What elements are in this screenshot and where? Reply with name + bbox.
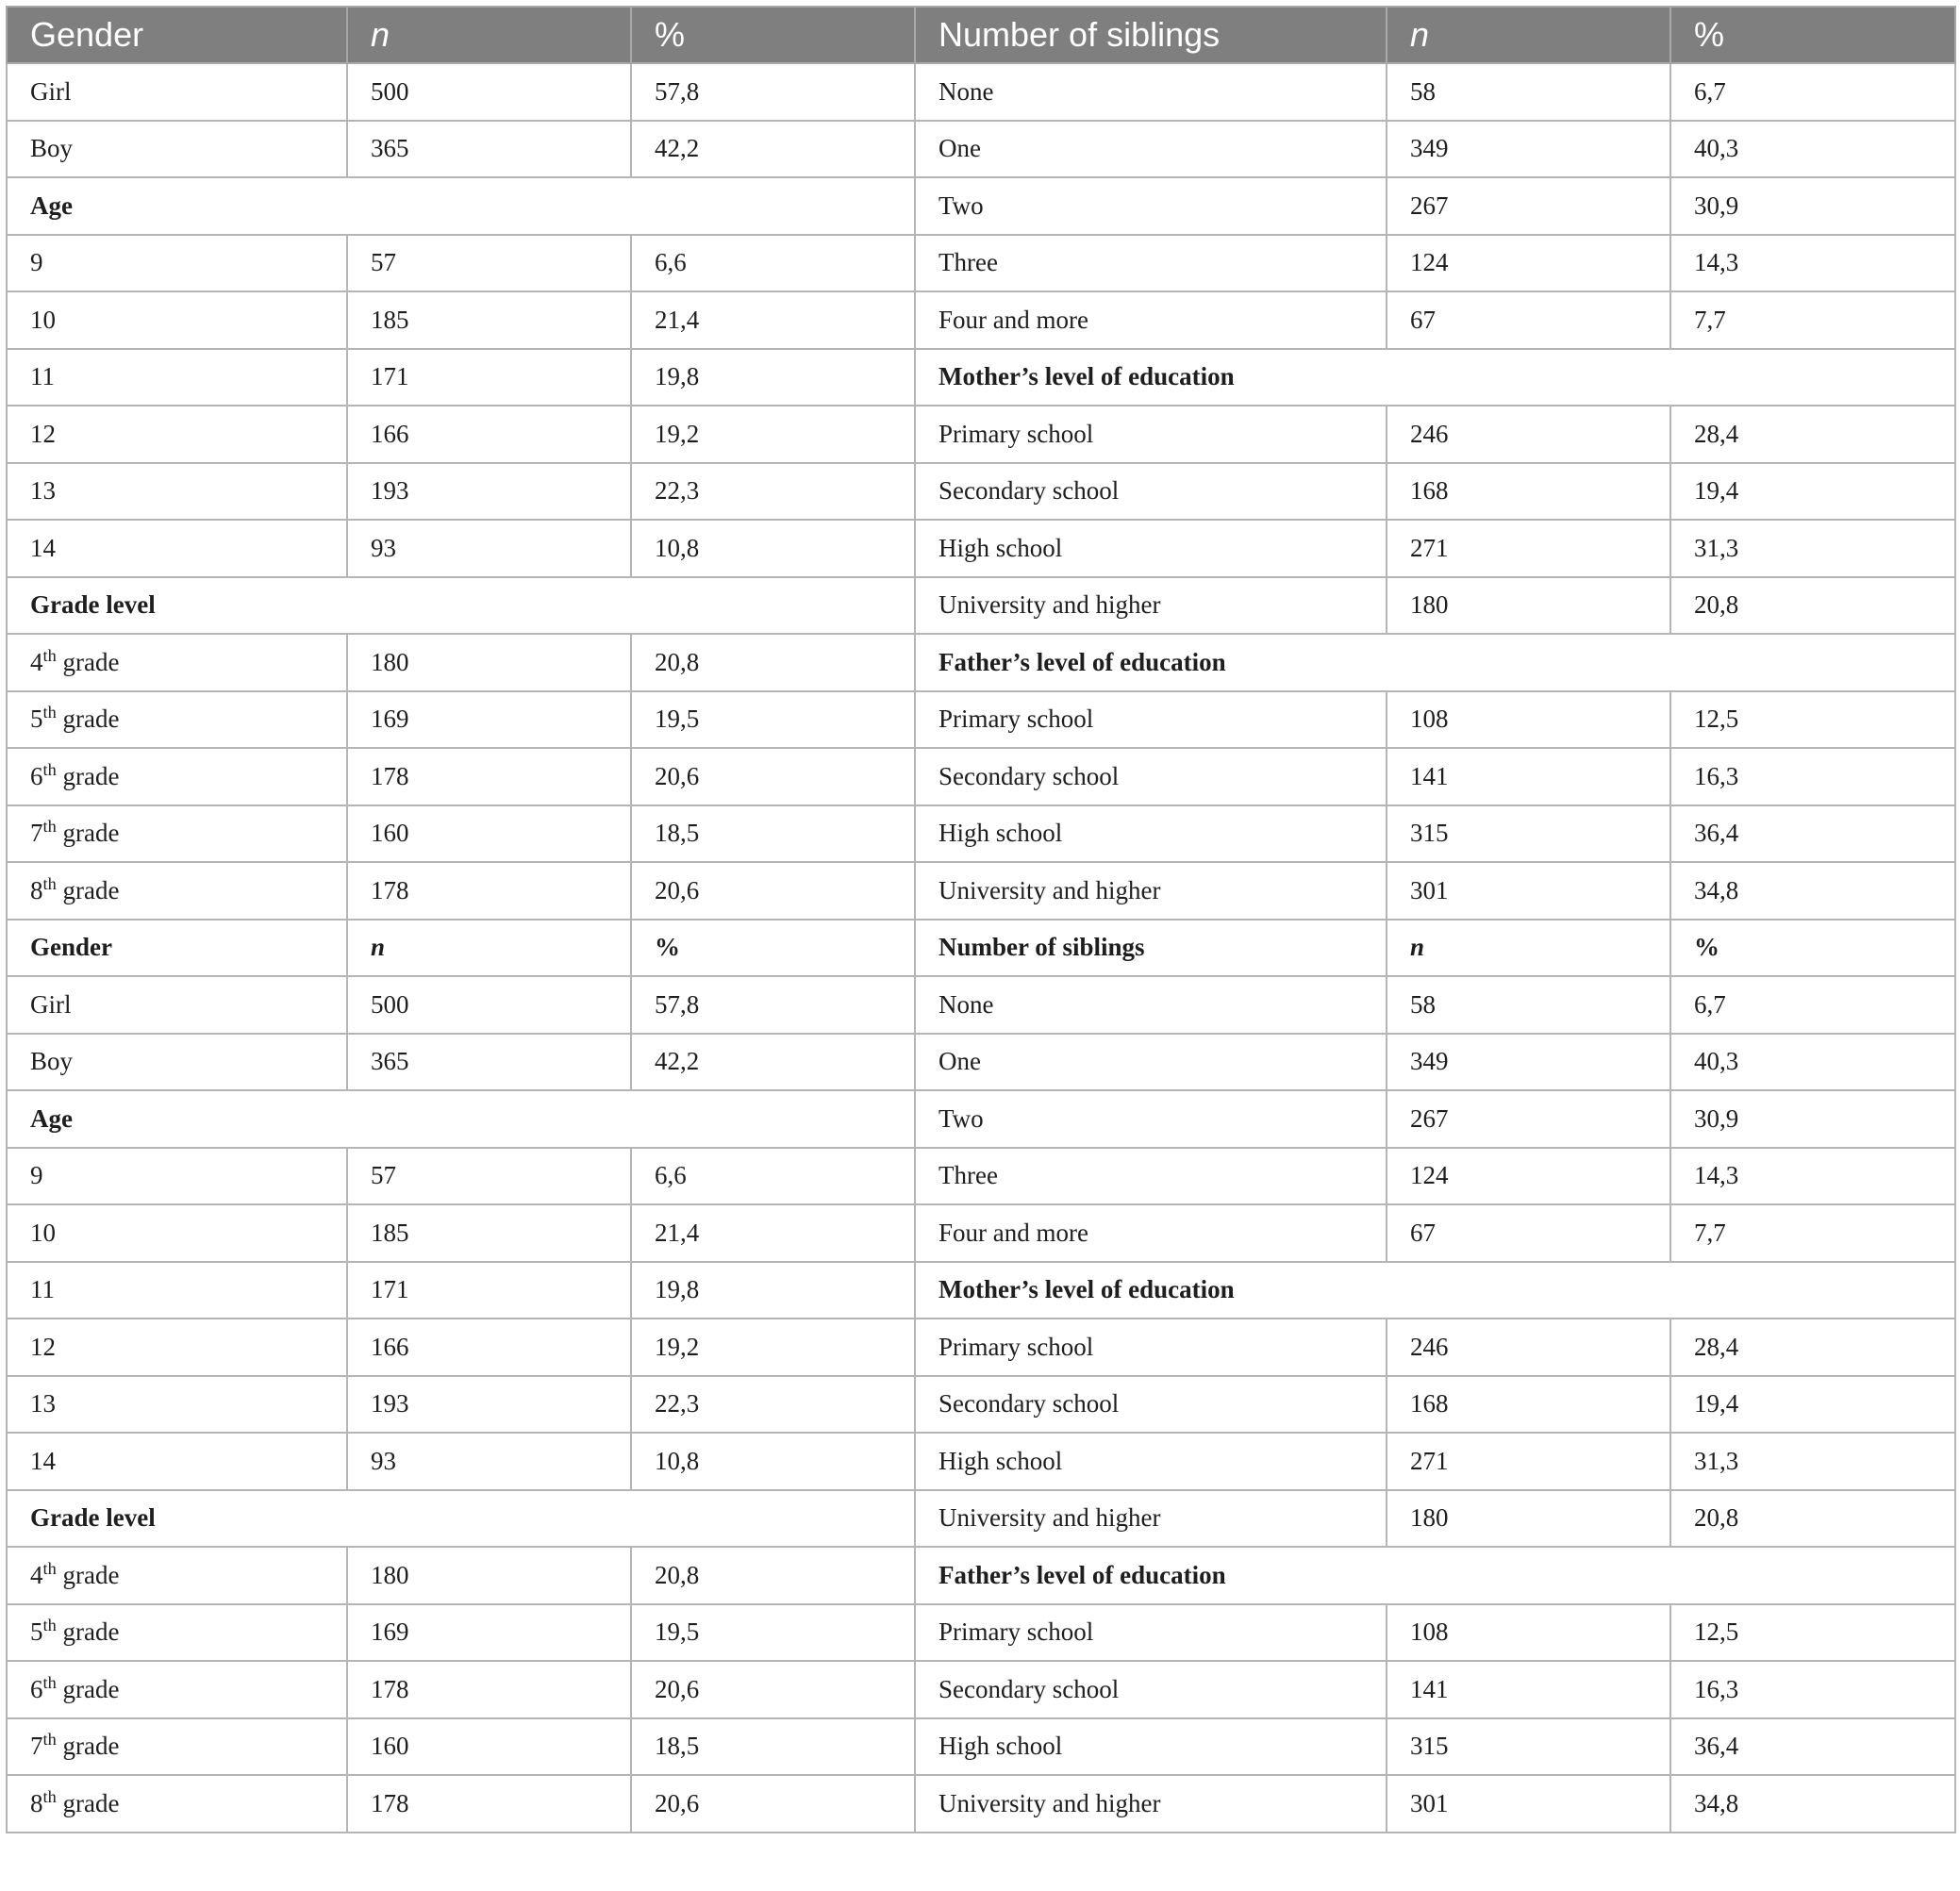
row-label-cell: Four and more	[915, 1204, 1387, 1262]
subheader-n: n	[1387, 920, 1670, 977]
row-label-cell: One	[915, 1034, 1387, 1091]
percent-cell: 7,7	[1670, 291, 1955, 349]
count-cell: 108	[1387, 1604, 1670, 1662]
row-label-cell: 11	[7, 349, 347, 406]
percent-cell: 19,8	[631, 349, 915, 406]
count-cell: 160	[347, 1718, 631, 1776]
grade-word: grade	[56, 705, 120, 734]
row-label-cell: Two	[915, 1090, 1387, 1148]
count-cell: 365	[347, 121, 631, 178]
percent-cell: 30,9	[1670, 177, 1955, 235]
percent-cell: 19,4	[1670, 463, 1955, 521]
row-label-cell: High school	[915, 1718, 1387, 1776]
percent-cell: 28,4	[1670, 406, 1955, 463]
row-label-cell: 13	[7, 463, 347, 521]
row-label-cell: University and higher	[915, 577, 1387, 635]
row-label-cell: 11	[7, 1262, 347, 1319]
table-row	[7, 748, 1955, 805]
subheader-percent: %	[631, 920, 915, 977]
table-row	[7, 1204, 1955, 1262]
count-cell: 93	[347, 520, 631, 577]
row-label-cell: Girl	[7, 63, 347, 121]
percent-cell: 22,3	[631, 463, 915, 521]
header-n: n	[347, 7, 631, 63]
ordinal-suffix: th	[42, 817, 57, 837]
count-cell: 57	[347, 235, 631, 292]
grade-number: 8	[30, 875, 43, 904]
count-cell: 124	[1387, 235, 1670, 292]
grade-number: 5	[30, 1617, 43, 1647]
row-label-cell: Four and more	[915, 291, 1387, 349]
row-label-cell: Boy	[7, 1034, 347, 1091]
count-cell: 301	[1387, 1775, 1670, 1833]
count-cell: 141	[1387, 1661, 1670, 1718]
subheader-number-of-siblings: Number of siblings	[915, 920, 1387, 977]
grade-label-cell	[7, 748, 347, 805]
percent-cell: 6,7	[1670, 63, 1955, 121]
row-label-cell: University and higher	[915, 1490, 1387, 1548]
count-cell: 185	[347, 1204, 631, 1262]
header-percent: %	[631, 7, 915, 63]
grade-word: grade	[56, 1674, 120, 1703]
ordinal-suffix: th	[42, 759, 57, 779]
header-percent: %	[1670, 7, 1955, 63]
count-cell: 193	[347, 463, 631, 521]
percent-cell: 12,5	[1670, 691, 1955, 749]
count-cell: 57	[347, 1148, 631, 1205]
count-cell: 169	[347, 691, 631, 749]
ordinal-suffix: th	[42, 1616, 57, 1635]
row-label-cell: One	[915, 121, 1387, 178]
grade-label-cell	[7, 1547, 347, 1604]
count-cell: 168	[1387, 463, 1670, 521]
count-cell: 67	[1387, 1204, 1670, 1262]
table-row	[7, 63, 1955, 121]
table-row	[7, 1262, 1955, 1319]
table-row	[7, 1604, 1955, 1662]
count-cell: 246	[1387, 406, 1670, 463]
count-cell: 185	[347, 291, 631, 349]
ordinal-suffix: th	[42, 1786, 57, 1806]
table-row	[7, 1490, 1955, 1548]
row-label-cell: Secondary school	[915, 1661, 1387, 1718]
percent-cell: 16,3	[1670, 748, 1955, 805]
percent-cell: 20,6	[631, 862, 915, 920]
table-row	[7, 406, 1955, 463]
percent-cell: 14,3	[1670, 1148, 1955, 1205]
grade-number: 8	[30, 1788, 43, 1817]
grade-number: 7	[30, 1732, 43, 1761]
percent-cell: 6,7	[1670, 976, 1955, 1034]
grade-label-cell	[7, 1775, 347, 1833]
percent-cell: 19,5	[631, 691, 915, 749]
count-cell: 108	[1387, 691, 1670, 749]
table-row	[7, 805, 1955, 863]
percent-cell: 18,5	[631, 805, 915, 863]
percent-cell: 10,8	[631, 520, 915, 577]
row-label-cell: 12	[7, 1319, 347, 1376]
count-cell: 141	[1387, 748, 1670, 805]
table-row	[7, 235, 1955, 292]
table-row	[7, 634, 1955, 691]
row-label-cell: Three	[915, 1148, 1387, 1205]
count-cell: 349	[1387, 121, 1670, 178]
row-label-cell: 10	[7, 291, 347, 349]
percent-cell: 22,3	[631, 1376, 915, 1434]
count-cell: 160	[347, 805, 631, 863]
table-row	[7, 1433, 1955, 1490]
count-cell: 180	[1387, 577, 1670, 635]
percent-cell: 20,6	[631, 1661, 915, 1718]
section-heading: Age	[7, 177, 915, 235]
percent-cell: 19,2	[631, 1319, 915, 1376]
percent-cell: 10,8	[631, 1433, 915, 1490]
percent-cell: 6,6	[631, 235, 915, 292]
table-header	[7, 7, 1955, 63]
table-row	[7, 976, 1955, 1034]
row-label-cell: Three	[915, 235, 1387, 292]
table-row	[7, 1148, 1955, 1205]
row-label-cell: 9	[7, 1148, 347, 1205]
percent-cell: 6,6	[631, 1148, 915, 1205]
count-cell: 315	[1387, 1718, 1670, 1776]
row-label-cell: High school	[915, 520, 1387, 577]
table-row	[7, 1090, 1955, 1148]
count-cell: 267	[1387, 1090, 1670, 1148]
percent-cell: 12,5	[1670, 1604, 1955, 1662]
percent-cell: 28,4	[1670, 1319, 1955, 1376]
count-cell: 166	[347, 1319, 631, 1376]
percent-cell: 20,8	[1670, 577, 1955, 635]
ordinal-suffix: th	[42, 1558, 57, 1578]
table-row	[7, 1034, 1955, 1091]
grade-word: grade	[56, 875, 120, 904]
row-label-cell: Secondary school	[915, 1376, 1387, 1434]
count-cell: 180	[347, 634, 631, 691]
count-cell: 315	[1387, 805, 1670, 863]
percent-cell: 19,4	[1670, 1376, 1955, 1434]
table-row	[7, 691, 1955, 749]
row-label-cell: University and higher	[915, 862, 1387, 920]
row-label-cell: 9	[7, 235, 347, 292]
row-label-cell: 12	[7, 406, 347, 463]
table-row	[7, 291, 1955, 349]
percent-cell: 19,8	[631, 1262, 915, 1319]
demographics-table	[6, 6, 1956, 1833]
percent-cell: 42,2	[631, 121, 915, 178]
grade-number: 5	[30, 705, 43, 734]
grade-word: grade	[56, 1560, 120, 1589]
percent-cell: 21,4	[631, 1204, 915, 1262]
table-row	[7, 1775, 1955, 1833]
header-number-of-siblings: Number of siblings	[915, 7, 1387, 63]
percent-cell: 31,3	[1670, 1433, 1955, 1490]
row-label-cell: Secondary school	[915, 748, 1387, 805]
count-cell: 178	[347, 1775, 631, 1833]
section-heading: Mother’s level of education	[915, 1262, 1955, 1319]
grade-label-cell	[7, 862, 347, 920]
percent-cell: 18,5	[631, 1718, 915, 1776]
row-label-cell: Primary school	[915, 1604, 1387, 1662]
row-label-cell: 10	[7, 1204, 347, 1262]
row-label-cell: High school	[915, 1433, 1387, 1490]
count-cell: 166	[347, 406, 631, 463]
percent-cell: 20,8	[631, 1547, 915, 1604]
percent-cell: 21,4	[631, 291, 915, 349]
row-label-cell: University and higher	[915, 1775, 1387, 1833]
table-row	[7, 1547, 1955, 1604]
grade-label-cell	[7, 805, 347, 863]
section-heading: Father’s level of education	[915, 1547, 1955, 1604]
percent-cell: 34,8	[1670, 1775, 1955, 1833]
table-row	[7, 1319, 1955, 1376]
count-cell: 349	[1387, 1034, 1670, 1091]
percent-cell: 7,7	[1670, 1204, 1955, 1262]
percent-cell: 40,3	[1670, 121, 1955, 178]
row-label-cell: 14	[7, 1433, 347, 1490]
percent-cell: 57,8	[631, 63, 915, 121]
percent-cell: 34,8	[1670, 862, 1955, 920]
table-row	[7, 177, 1955, 235]
percent-cell: 14,3	[1670, 235, 1955, 292]
ordinal-suffix: th	[42, 703, 57, 722]
grade-label-cell	[7, 691, 347, 749]
count-cell: 171	[347, 349, 631, 406]
row-label-cell: Primary school	[915, 1319, 1387, 1376]
percent-cell: 42,2	[631, 1034, 915, 1091]
count-cell: 267	[1387, 177, 1670, 235]
row-label-cell: Boy	[7, 121, 347, 178]
grade-word: grade	[56, 1617, 120, 1647]
grade-word: grade	[56, 1788, 120, 1817]
percent-cell: 19,5	[631, 1604, 915, 1662]
grade-word: grade	[56, 819, 120, 848]
section-heading: Father’s level of education	[915, 634, 1955, 691]
subheader-percent: %	[1670, 920, 1955, 977]
subheader-n: n	[347, 920, 631, 977]
count-cell: 301	[1387, 862, 1670, 920]
count-cell: 171	[347, 1262, 631, 1319]
count-cell: 193	[347, 1376, 631, 1434]
grade-number: 6	[30, 1674, 43, 1703]
row-label-cell: Primary school	[915, 406, 1387, 463]
count-cell: 58	[1387, 976, 1670, 1034]
table-body	[7, 63, 1955, 1833]
section-heading: Mother’s level of education	[915, 349, 1955, 406]
row-label-cell: Secondary school	[915, 463, 1387, 521]
count-cell: 271	[1387, 520, 1670, 577]
count-cell: 180	[1387, 1490, 1670, 1548]
section-heading: Grade level	[7, 1490, 915, 1548]
count-cell: 58	[1387, 63, 1670, 121]
percent-cell: 16,3	[1670, 1661, 1955, 1718]
header-n: n	[1387, 7, 1670, 63]
row-label-cell: 14	[7, 520, 347, 577]
subheader-gender: Gender	[7, 920, 347, 977]
percent-cell: 31,3	[1670, 520, 1955, 577]
row-label-cell: Primary school	[915, 691, 1387, 749]
grade-label-cell	[7, 1604, 347, 1662]
table-row	[7, 577, 1955, 635]
row-label-cell: High school	[915, 805, 1387, 863]
count-cell: 500	[347, 63, 631, 121]
count-cell: 168	[1387, 1376, 1670, 1434]
row-label-cell: Girl	[7, 976, 347, 1034]
percent-cell: 20,6	[631, 748, 915, 805]
grade-label-cell	[7, 1661, 347, 1718]
count-cell: 93	[347, 1433, 631, 1490]
grade-number: 4	[30, 647, 43, 676]
grade-label-cell	[7, 634, 347, 691]
row-label-cell: 13	[7, 1376, 347, 1434]
grade-word: grade	[56, 1732, 120, 1761]
grade-number: 7	[30, 819, 43, 848]
percent-cell: 20,8	[1670, 1490, 1955, 1548]
ordinal-suffix: th	[42, 1672, 57, 1692]
table-row	[7, 121, 1955, 178]
header-gender: Gender	[7, 7, 347, 63]
count-cell: 365	[347, 1034, 631, 1091]
count-cell: 180	[347, 1547, 631, 1604]
count-cell: 169	[347, 1604, 631, 1662]
table-row	[7, 1661, 1955, 1718]
grade-number: 4	[30, 1560, 43, 1589]
count-cell: 178	[347, 1661, 631, 1718]
count-cell: 246	[1387, 1319, 1670, 1376]
percent-cell: 40,3	[1670, 1034, 1955, 1091]
percent-cell: 20,6	[631, 1775, 915, 1833]
count-cell: 271	[1387, 1433, 1670, 1490]
section-heading: Age	[7, 1090, 915, 1148]
count-cell: 178	[347, 748, 631, 805]
ordinal-suffix: th	[42, 645, 57, 665]
table-row	[7, 920, 1955, 977]
count-cell: 67	[1387, 291, 1670, 349]
header-row	[7, 7, 1955, 63]
percent-cell: 36,4	[1670, 805, 1955, 863]
count-cell: 500	[347, 976, 631, 1034]
percent-cell: 20,8	[631, 634, 915, 691]
percent-cell: 30,9	[1670, 1090, 1955, 1148]
row-label-cell: None	[915, 976, 1387, 1034]
count-cell: 124	[1387, 1148, 1670, 1205]
percent-cell: 19,2	[631, 406, 915, 463]
count-cell: 178	[347, 862, 631, 920]
ordinal-suffix: th	[42, 873, 57, 893]
table-row	[7, 463, 1955, 521]
table-row	[7, 1718, 1955, 1776]
table-row	[7, 520, 1955, 577]
section-heading: Grade level	[7, 577, 915, 635]
table-row	[7, 349, 1955, 406]
row-label-cell: Two	[915, 177, 1387, 235]
percent-cell: 36,4	[1670, 1718, 1955, 1776]
percent-cell: 57,8	[631, 976, 915, 1034]
grade-number: 6	[30, 761, 43, 790]
table-row	[7, 1376, 1955, 1434]
grade-word: grade	[56, 761, 120, 790]
grade-label-cell	[7, 1718, 347, 1776]
table-row	[7, 862, 1955, 920]
ordinal-suffix: th	[42, 1730, 57, 1750]
grade-word: grade	[56, 647, 120, 676]
row-label-cell: None	[915, 63, 1387, 121]
